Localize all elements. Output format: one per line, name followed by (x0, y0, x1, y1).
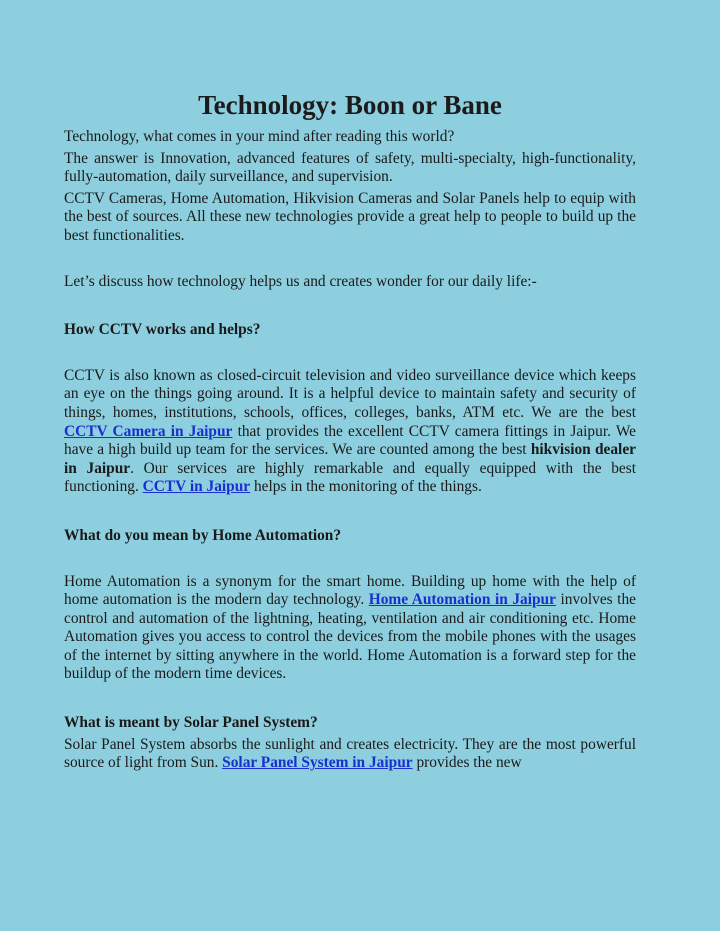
home-automation-jaipur-link[interactable]: Home Automation in Jaipur (368, 591, 556, 609)
home-text-1: Home Automation is a synonym for the smart home. Building up home with the help of home automation is the modern day technology. (64, 572, 636, 609)
intro-paragraph-1: Technology, what comes in your mind after reading this world? (64, 128, 455, 145)
cctv-heading: How CCTV works and helps? (64, 321, 261, 339)
hikvision-dealer-bold: hikvision dealer in Jaipur (64, 441, 636, 477)
cctv-text-2: that provides the excellent CCTV camera fittings in Jaipur. We have a high build up team for the services. We are counted among the best (64, 422, 636, 459)
cctv-paragraph (64, 367, 636, 497)
cctv-text-1: CCTV is also known as closed-circuit television and video surveillance device which keeps an eye on the things going around. It is a helpful device to maintain safety and security of things, homes, institutions, schools, offices, colleges, banks, ATM etc. We are the best (64, 366, 636, 421)
document-title: Technology: Boon or Bane (198, 90, 502, 120)
cctv-text-3: . Our services are highly remarkable and equally equipped with the best functioning. (64, 459, 636, 496)
home-automation-heading: What do you mean by Home Automation? (64, 526, 342, 544)
solar-text-2: provides the new (412, 754, 522, 772)
intro-paragraph-3: CCTV Cameras, Home Automation, Hikvision Cameras and Solar Panels help to equip with the best of sources. All these new technologies provide a great help to people to build up the best functionalities. (64, 189, 636, 244)
home-text-2: involves the control and automation of the lightning, heating, ventilation and air conditioning etc. Home Automation gives you access to control the devices from the mobile phones with the usages of the internet by sitting anywhere in the world. Home Automation is a forward step for the buildup of the modern time devices. (64, 591, 636, 683)
solar-text-1: Solar Panel System absorbs the sunlight and creates electricity. They are the most powerful source of light from Sun. (64, 735, 636, 772)
discuss-paragraph: Let’s discuss how technology helps us and creates wonder for our daily life:- (64, 272, 537, 290)
intro-paragraph-2: The answer is Innovation, advanced features of safety, multi-specialty, high-functionality, fully-automation, daily surveillance, and supervision. (64, 149, 636, 186)
cctv-text-4: helps in the monitoring of the things. (250, 478, 482, 496)
cctv-jaipur-link[interactable]: CCTV in Jaipur (142, 478, 251, 496)
cctv-camera-jaipur-link[interactable]: CCTV Camera in Jaipur (64, 422, 233, 440)
solar-panel-heading: What is meant by Solar Panel System? (64, 714, 318, 732)
home-automation-paragraph (64, 573, 636, 685)
solar-panel-paragraph (64, 736, 636, 773)
solar-panel-jaipur-link[interactable]: Solar Panel System in Jaipur (222, 754, 413, 772)
